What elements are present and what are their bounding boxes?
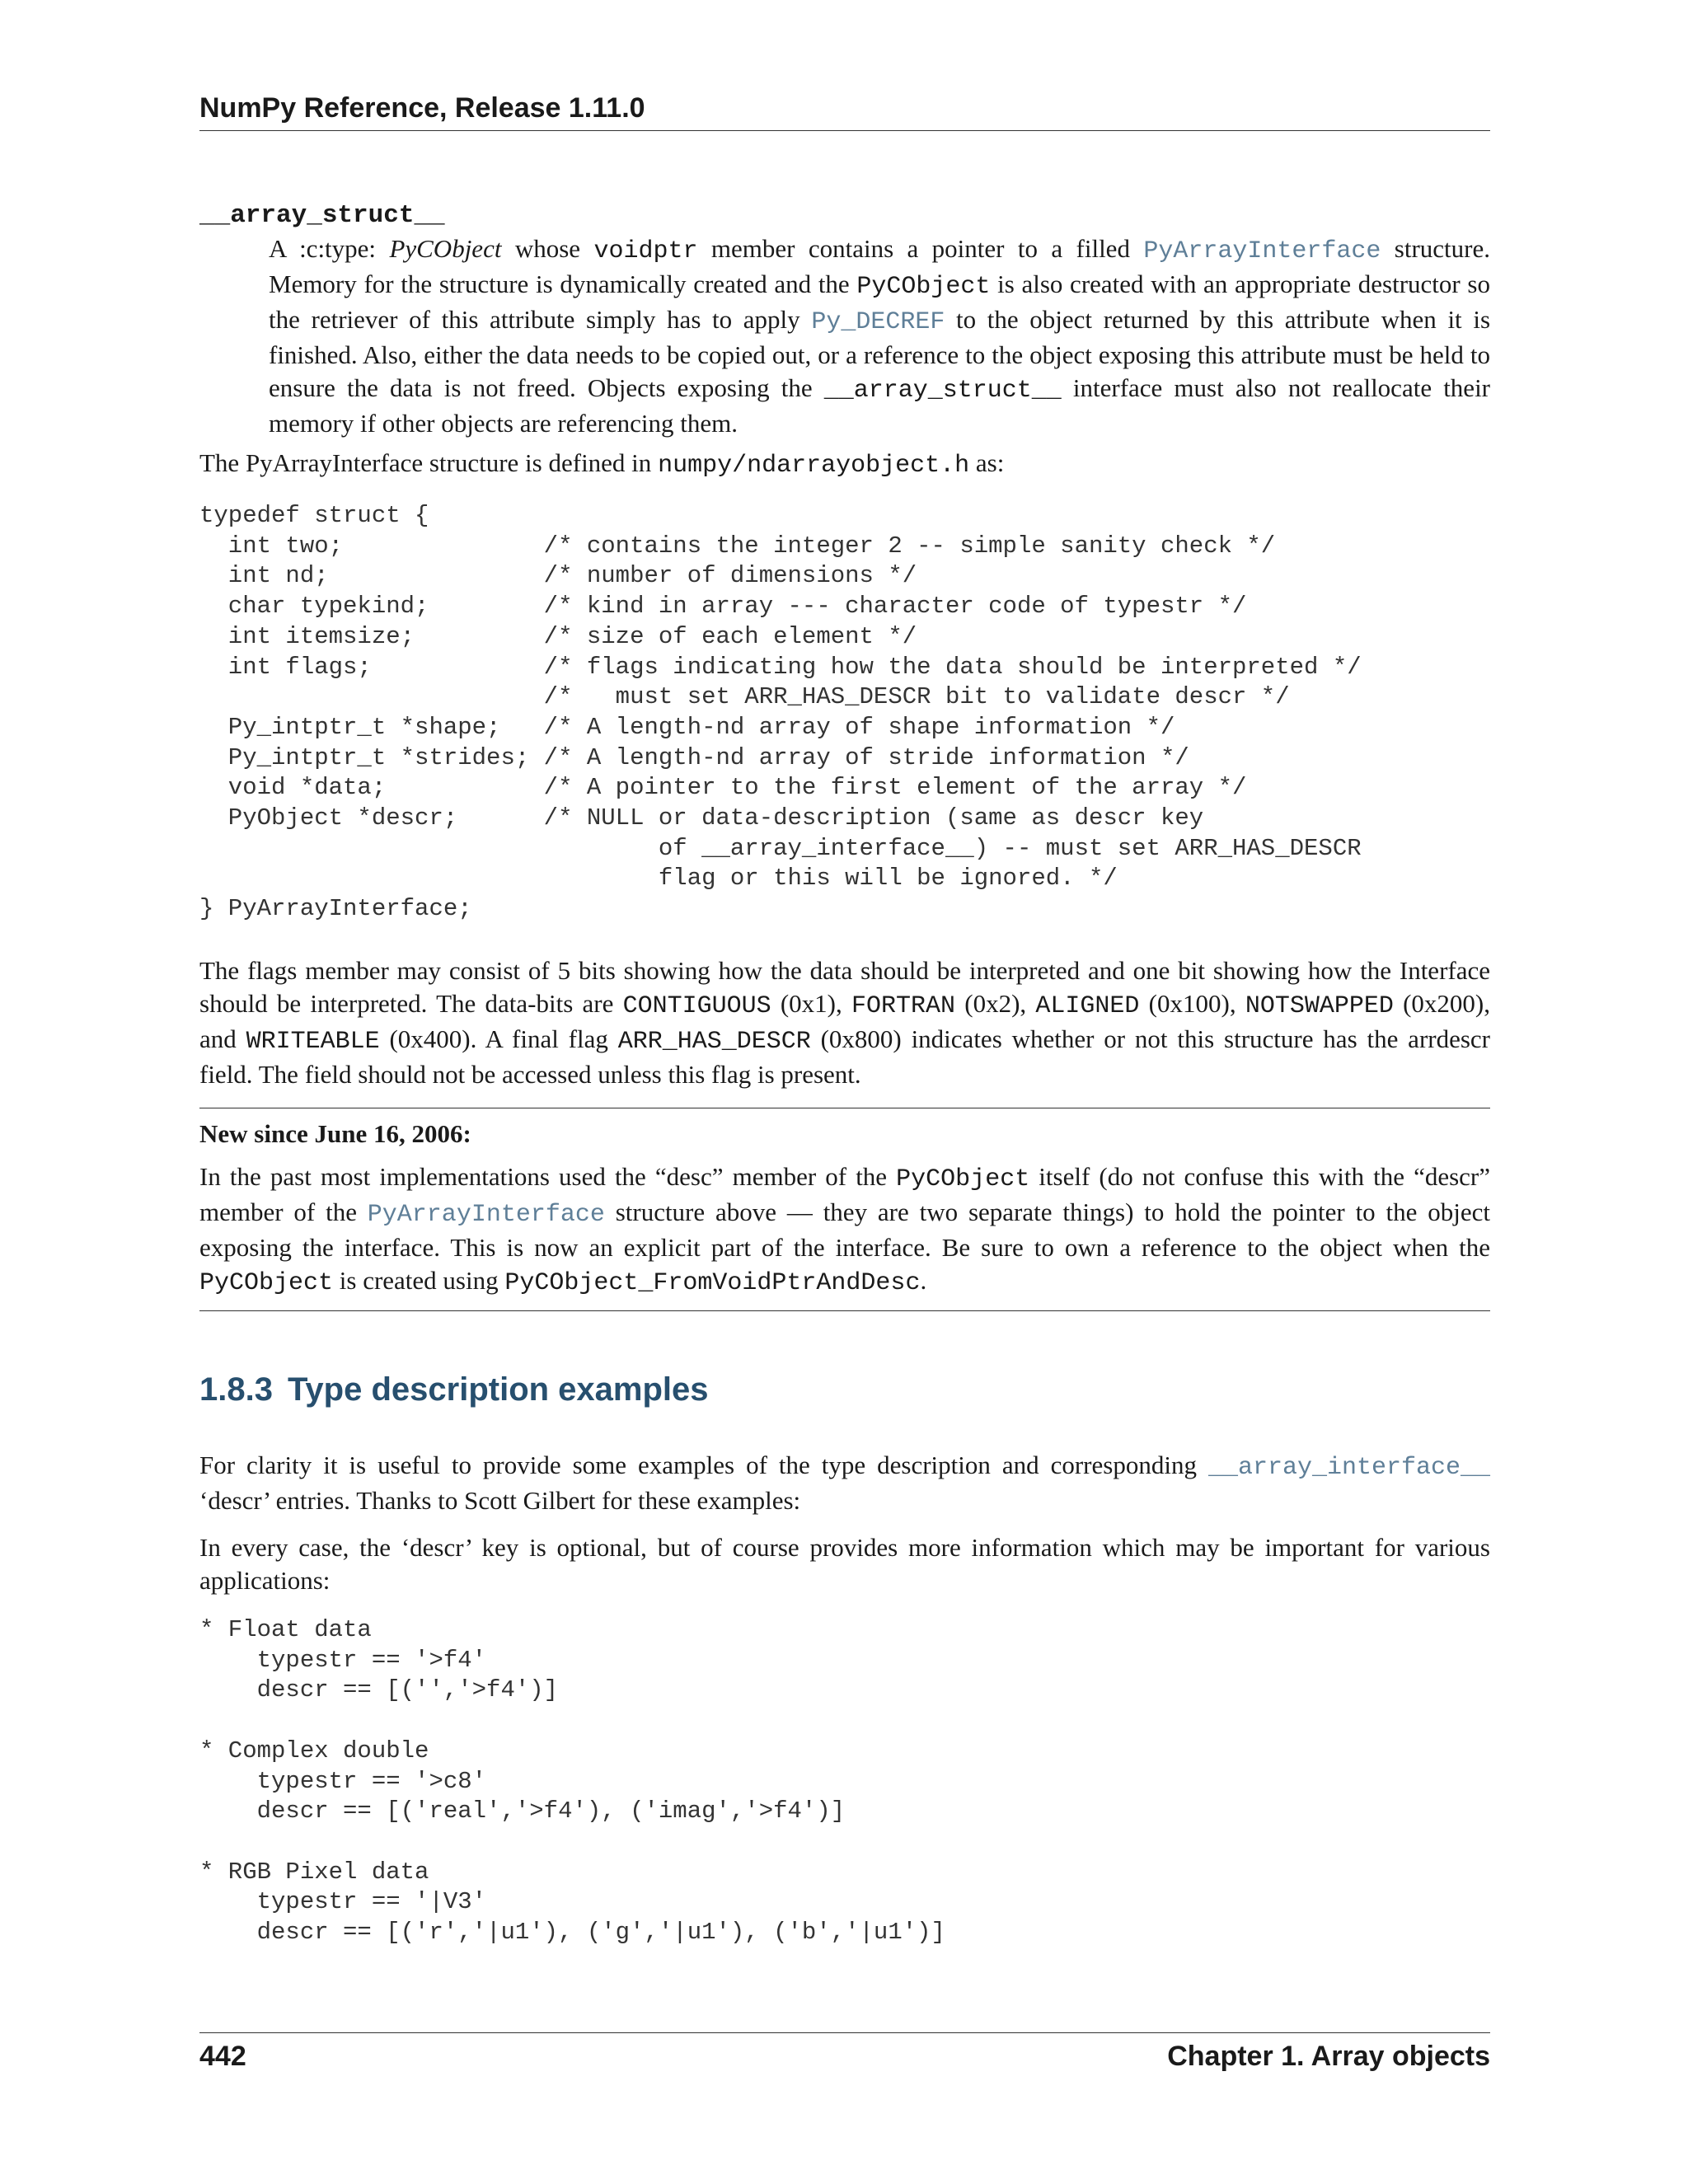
- array-struct-code: __array_struct__: [823, 377, 1062, 405]
- py-decref-link[interactable]: Py_DECREF: [811, 308, 945, 336]
- voidptr-code: voidptr: [593, 237, 698, 265]
- footer-rule: [199, 2032, 1490, 2033]
- definition-paragraph: The PyArrayInterface structure is defined in numpy/ndarrayobject.h as:: [199, 448, 1005, 480]
- note-title: New since June 16, 2006:: [199, 1119, 471, 1148]
- note-bottom-rule: [199, 1310, 1490, 1311]
- header-path-code: numpy/ndarrayobject.h: [658, 452, 970, 480]
- every-case-paragraph: In every case, the ‘descr’ key is optional, but of course provides more information which may be important for various applications:: [199, 1533, 1490, 1595]
- attribute-name: __array_struct__: [199, 201, 445, 230]
- page-number: 442: [199, 2041, 246, 2072]
- clarity-paragraph: For clarity it is useful to provide some examples of the type description and corresponding __array_interface__ ‘descr’ entries. Thanks to Scott Gilbert for these examples:: [199, 1451, 1490, 1515]
- running-header: NumPy Reference, Release 1.11.0: [199, 92, 1490, 131]
- struct-code-block: typedef struct { int two; /* contains the integer 2 -- simple sanity check */ int nd; /* number of dimensions */ char typekind; /* kind in array --- character code of typestr */ int itemsize; /* size of each element */ int flags; /* flags indicating how the data should be interpreted */ /* must set ARR_HAS_DESCR bit to validate descr */ Py_intptr_t *shape; /* A length-nd array of shape information */ Py_intptr_t *strides; /* A length-nd array of stride information */ void *data; /* A pointer to the first element of the array */ PyObject *descr; /* NULL or data-description (same as descr key of __array_interface__) -- must set ARR_HAS_DESCR flag or this will be ignored. */ } PyArrayInterface;: [199, 502, 1362, 923]
- pycobject-code: PyCObject: [856, 273, 991, 301]
- flags-paragraph: The flags member may consist of 5 bits showing how the data should be interpreted and one bit showing how the Interface should be interpreted. The data-bits are CONTIGUOUS (0x1), FORTRAN (0x2), ALIGNED (0x100), NOTSWAPPED (0x200), and WRITEABLE (0x400). A final flag ARR_HAS_DESCR (0x800) indicates whether or not this structure has the arrdescr field. The field should not be accessed unless this flag is present.: [199, 956, 1490, 1089]
- pycobject-emphasis: PyCObject: [389, 234, 502, 263]
- section-heading: [199, 1371, 709, 1408]
- page-footer: [199, 2041, 1490, 2073]
- section-title: Type description examples: [287, 1371, 709, 1408]
- examples-code-block: * Float data typestr == '>f4' descr == [('','>f4')] * Complex double typestr == '>c8' descr == [('real','>f4'), ('imag','>f4')] * RGB Pixel data typestr == '|V3' descr == [('r','|u1'), ('g','|u1'), ('b','|u1')]: [199, 1616, 945, 1947]
- array-interface-link[interactable]: __array_interface__: [1207, 1454, 1490, 1482]
- pyarrayinterface-link-2[interactable]: PyArrayInterface: [367, 1201, 605, 1229]
- attribute-description: A :c:type: PyCObject whose voidptr member contains a pointer to a filled PyArrayInterface structure. Memory for the structure is dynamically created and the PyCObject is also created with an appropriate destructor so the retriever of this attribute simply has to apply Py_DECREF to the object returned by this attribute when it is finished. Also, either the data needs to be copied out, or a reference to the object exposing this attribute must be held to ensure the data is not freed. Objects exposing the __array_struct__ interface must also not reallocate their memory if other objects are referencing them.: [269, 234, 1491, 438]
- note-paragraph: In the past most implementations used the “desc” member of the PyCObject itself (do not confuse this with the “descr” member of the PyArrayInterface structure above — they are two separate things) to hold the pointer to the object exposing the interface. This is now an explicit part of the interface. Be sure to own a reference to the object when the PyCObject is created using PyCObject_FromVoidPtrAndDesc.: [199, 1162, 1490, 1297]
- pyarrayinterface-link[interactable]: PyArrayInterface: [1143, 237, 1381, 265]
- chapter-label: Chapter 1. Array objects: [1167, 2041, 1490, 2072]
- section-number: 1.8.3: [199, 1371, 273, 1408]
